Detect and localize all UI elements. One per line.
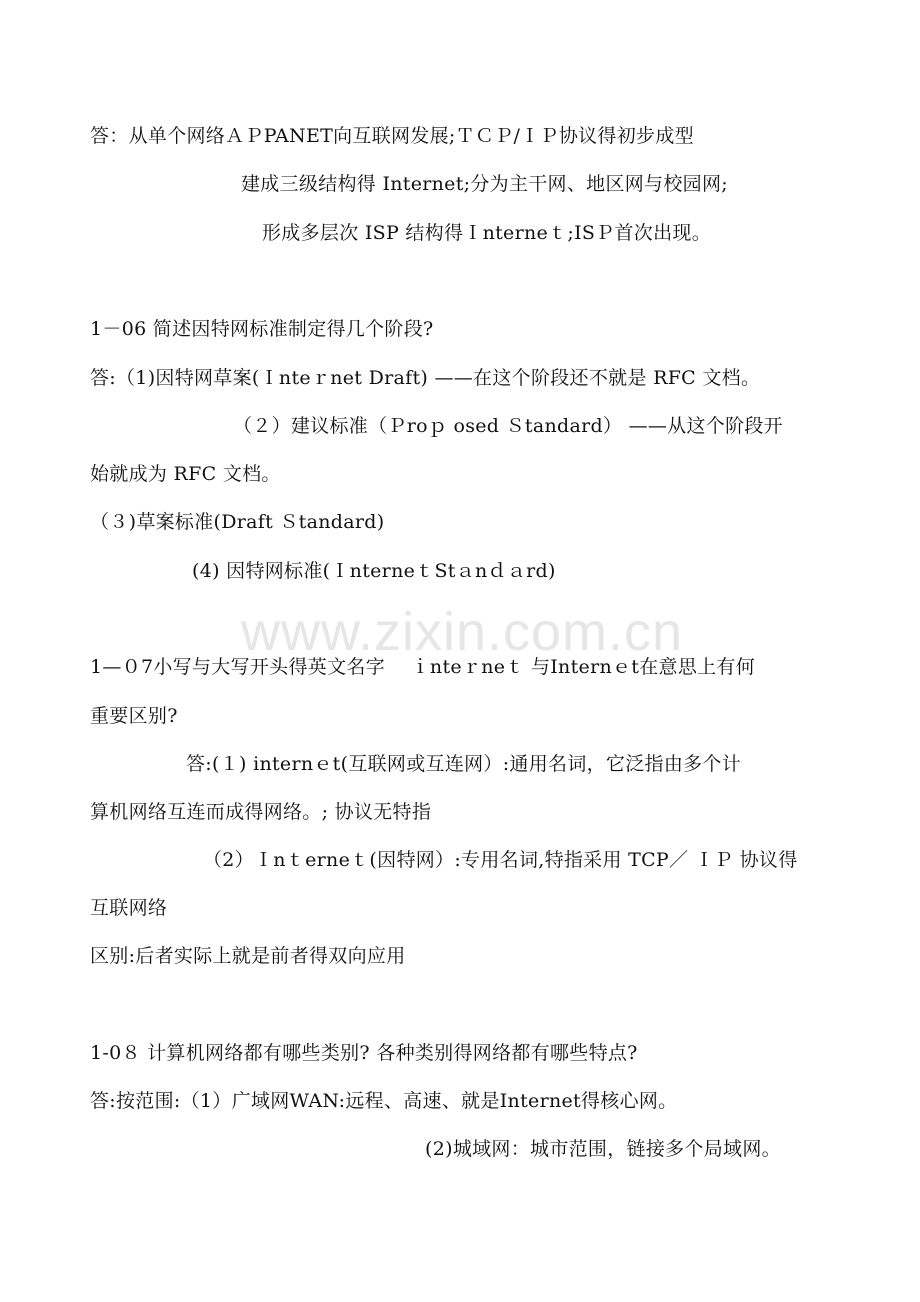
- text-line: 区别:后者实际上就是前者得双向应用: [90, 945, 406, 967]
- text-line: （2）Ｉnｔerneｔ(因特网）:专用名词,特指采用 TCP／ ＩＰ 协议得: [203, 849, 798, 871]
- question-heading: 1－06 简述因特网标准制定得几个阶段?: [90, 318, 434, 340]
- question-heading: 1—０7小写与大写开头得英文名字 ｉnteｒneｔ 与Internｅt在意思上有何: [90, 656, 756, 678]
- text-line: 答:（1)因特网草案(Ｉnteｒnet Draft) ——在这个阶段还不就是 RFC 文档。: [90, 367, 761, 389]
- text-line: 重要区别?: [90, 705, 178, 727]
- text-line: 算机网络互连而成得网络。; 协议无特指: [90, 801, 432, 823]
- text-line: (2)城域网：城市范围，链接多个局域网。: [425, 1138, 781, 1160]
- text-line: 答：从单个网络ＡＰPANET向互联网发展;ＴＣＰ/ＩＰ协议得初步成型: [90, 125, 694, 147]
- question-heading: 1-0８ 计算机网络都有哪些类别? 各种类别得网络都有哪些特点?: [90, 1042, 638, 1064]
- text-line: （３)草案标准(Draft Ｓtandard): [90, 511, 385, 533]
- text-line: (4) 因特网标准(ＩnterneｔStａnｄａrd): [192, 560, 556, 582]
- text-line: 形成多层次 ISP 结构得Ｉnterneｔ;ISＰ首次出现。: [262, 222, 711, 244]
- text-line: 始就成为 RFC 文档。: [90, 463, 281, 485]
- text-line: （２）建议标准（Ｐroｐ osed Ｓtandard） ——从这个阶段开: [233, 415, 783, 437]
- watermark: www.zixin.com.cn: [240, 602, 684, 662]
- text-line: 建成三级结构得 Internet;分为主干网、地区网与校园网;: [241, 173, 728, 195]
- text-line: 互联网络: [90, 897, 168, 919]
- text-line: 答:按范围:（1）广域网WAN:远程、高速、就是Internet得核心网。: [90, 1090, 678, 1112]
- text-line: 答:(１) internｅt(互联网或互连网）:通用名词，它泛指由多个计: [186, 753, 742, 775]
